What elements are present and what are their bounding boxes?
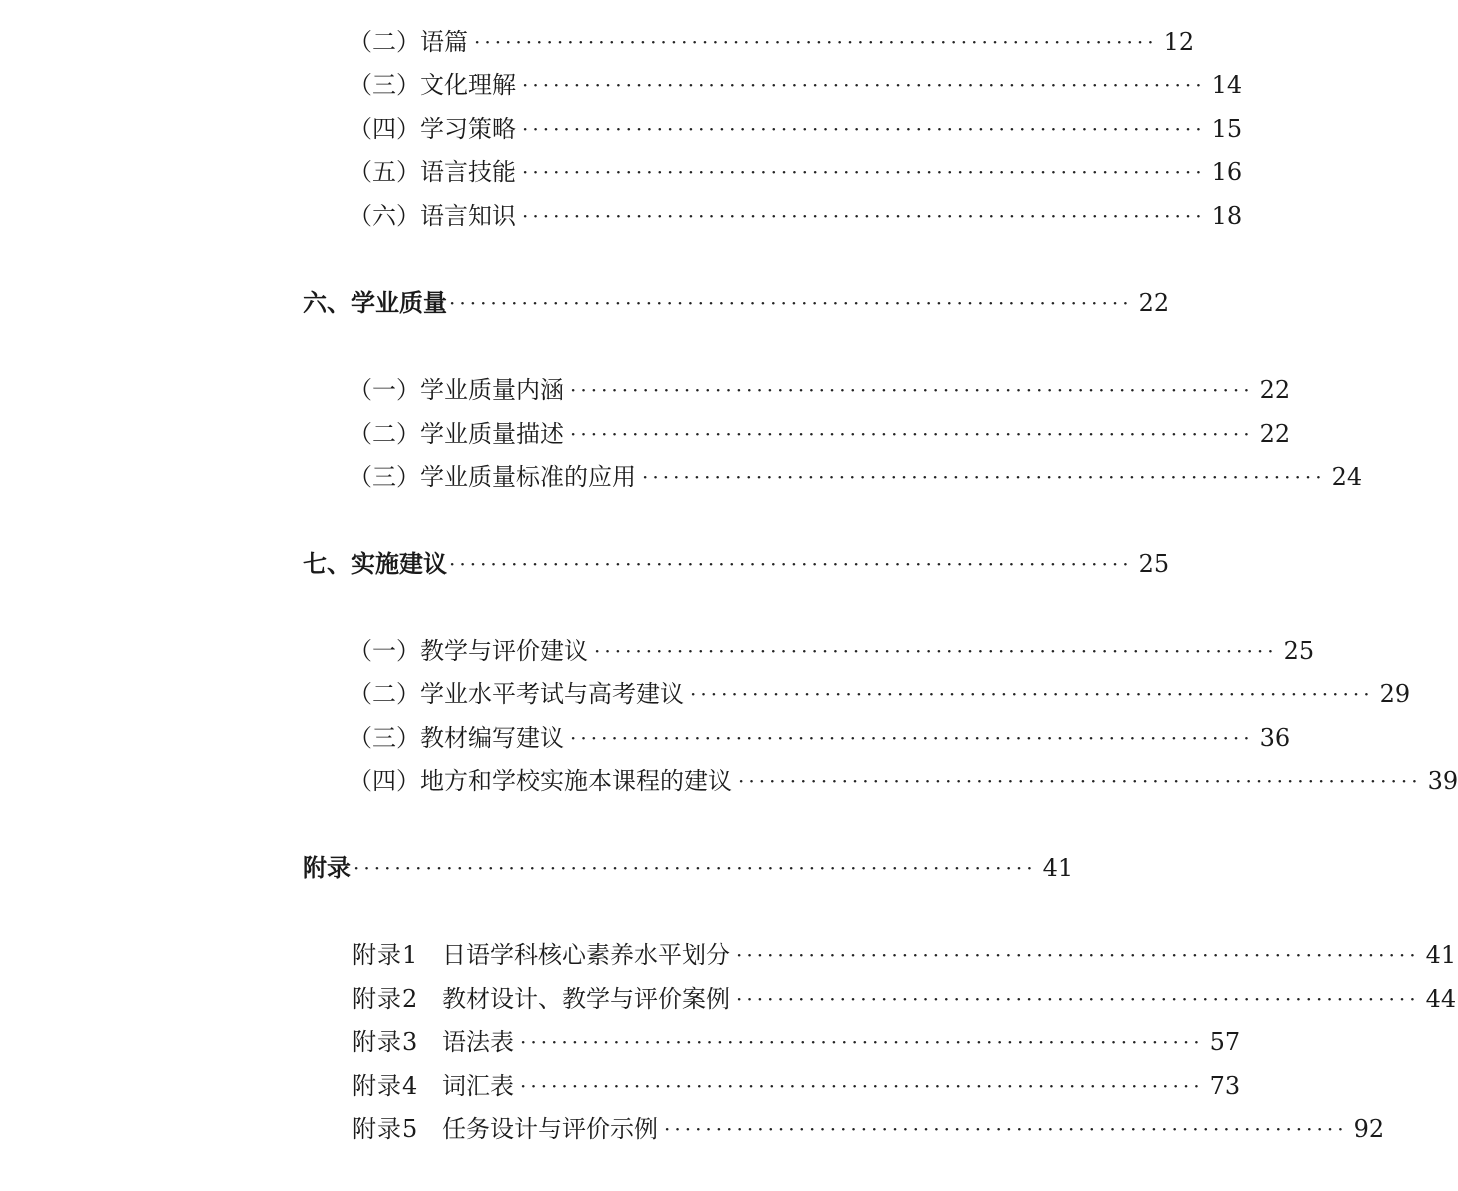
toc-entry-label: （四）学习策略	[348, 115, 516, 143]
dot-leader: ··································································	[474, 30, 1158, 54]
dot-leader: ··································································	[736, 943, 1420, 967]
toc-entry-label: 语法表	[442, 1028, 514, 1056]
dot-leader: ··································································	[664, 1117, 1348, 1141]
dot-leader: ··································································	[522, 160, 1206, 184]
toc-entry-page: 25	[1138, 550, 1170, 578]
toc-entry-label: （一）学业质量内涵	[348, 376, 564, 404]
toc-appendix-entry	[352, 1066, 1241, 1106]
toc-entry	[348, 718, 1291, 758]
toc-entry	[348, 370, 1291, 410]
dot-leader: ··································································	[738, 769, 1422, 793]
toc-entry	[348, 414, 1291, 454]
dot-leader: ··································································	[353, 856, 1037, 880]
toc-section-heading	[303, 544, 1170, 584]
toc-entry-page: 73	[1209, 1072, 1241, 1100]
toc-entry-label: 附录	[303, 853, 351, 882]
toc-entry-page: 24	[1331, 463, 1363, 491]
dot-leader: ··································································	[449, 552, 1133, 576]
toc-entry-page: 22	[1138, 289, 1170, 317]
dot-leader: ··································································	[570, 726, 1254, 750]
toc-section-heading	[303, 848, 1074, 888]
toc-entry-label: （四）地方和学校实施本课程的建议	[348, 767, 732, 795]
toc-entry-page: 57	[1209, 1028, 1241, 1056]
toc-appendix-entry	[352, 979, 1457, 1019]
toc-entry	[348, 674, 1411, 714]
dot-leader: ··································································	[520, 1030, 1204, 1054]
toc-entry-label: （三）教材编写建议	[348, 724, 564, 752]
dot-leader: ··································································	[594, 639, 1278, 663]
toc-entry	[348, 22, 1195, 62]
toc-appendix-entry	[352, 935, 1457, 975]
appendix-number: 附录3	[352, 1028, 419, 1056]
toc-entry-page: 22	[1259, 376, 1291, 404]
toc-entry-label: （一）教学与评价建议	[348, 637, 588, 665]
toc-entry-label: （二）学业水平考试与高考建议	[348, 680, 684, 708]
toc-entry-page: 18	[1211, 202, 1243, 230]
toc-entry	[348, 152, 1243, 192]
toc-entry-label: 七、实施建议	[303, 549, 447, 578]
toc-entry-label: （三）学业质量标准的应用	[348, 463, 636, 491]
appendix-number: 附录4	[352, 1072, 419, 1100]
toc-entry	[348, 65, 1243, 105]
toc-entry	[348, 109, 1243, 149]
appendix-number: 附录2	[352, 985, 419, 1013]
toc-entry-label: （三）文化理解	[348, 71, 516, 99]
dot-leader: ··································································	[522, 73, 1206, 97]
toc-entry-label: （六）语言知识	[348, 202, 516, 230]
toc-entry-label: （二）语篇	[348, 28, 468, 56]
toc-entry-label: 词汇表	[442, 1072, 514, 1100]
toc-entry-page: 44	[1425, 985, 1457, 1013]
dot-leader: ··································································	[520, 1074, 1204, 1098]
dot-leader: ··································································	[642, 465, 1326, 489]
toc-entry-label: 教材设计、教学与评价案例	[442, 985, 730, 1013]
dot-leader: ··································································	[690, 682, 1374, 706]
toc-entry-page: 16	[1211, 158, 1243, 186]
dot-leader: ··································································	[570, 422, 1254, 446]
appendix-number: 附录1	[352, 941, 419, 969]
toc-entry	[348, 761, 1458, 801]
dot-leader: ··································································	[522, 117, 1206, 141]
toc-entry-page: 12	[1163, 28, 1195, 56]
dot-leader: ··································································	[736, 987, 1420, 1011]
toc-entry-page: 25	[1283, 637, 1315, 665]
toc-section-heading	[303, 283, 1170, 323]
toc-entry-page: 36	[1259, 724, 1291, 752]
toc-entry-page: 15	[1211, 115, 1243, 143]
toc-entry-page: 22	[1259, 420, 1291, 448]
toc-entry-page: 14	[1211, 71, 1243, 99]
toc-entry-label: （五）语言技能	[348, 158, 516, 186]
appendix-number: 附录5	[352, 1115, 419, 1143]
toc-entry-label: 六、学业质量	[303, 288, 447, 317]
toc-entry	[348, 631, 1315, 671]
toc-entry-label: 任务设计与评价示例	[442, 1115, 658, 1143]
toc-entry-label: 日语学科核心素养水平划分	[442, 941, 730, 969]
toc-appendix-entry	[352, 1022, 1241, 1062]
dot-leader: ··································································	[570, 378, 1254, 402]
toc-appendix-entry	[352, 1109, 1385, 1149]
toc-entry-page: 92	[1353, 1115, 1385, 1143]
toc-entry-label: （二）学业质量描述	[348, 420, 564, 448]
toc-entry-page: 39	[1427, 767, 1458, 795]
toc-entry-page: 41	[1042, 854, 1074, 882]
dot-leader: ··································································	[449, 291, 1133, 315]
toc-entry	[348, 457, 1363, 497]
toc-entry-page: 29	[1379, 680, 1411, 708]
toc-entry-page: 41	[1425, 941, 1457, 969]
dot-leader: ··································································	[522, 204, 1206, 228]
toc-entry	[348, 196, 1243, 236]
